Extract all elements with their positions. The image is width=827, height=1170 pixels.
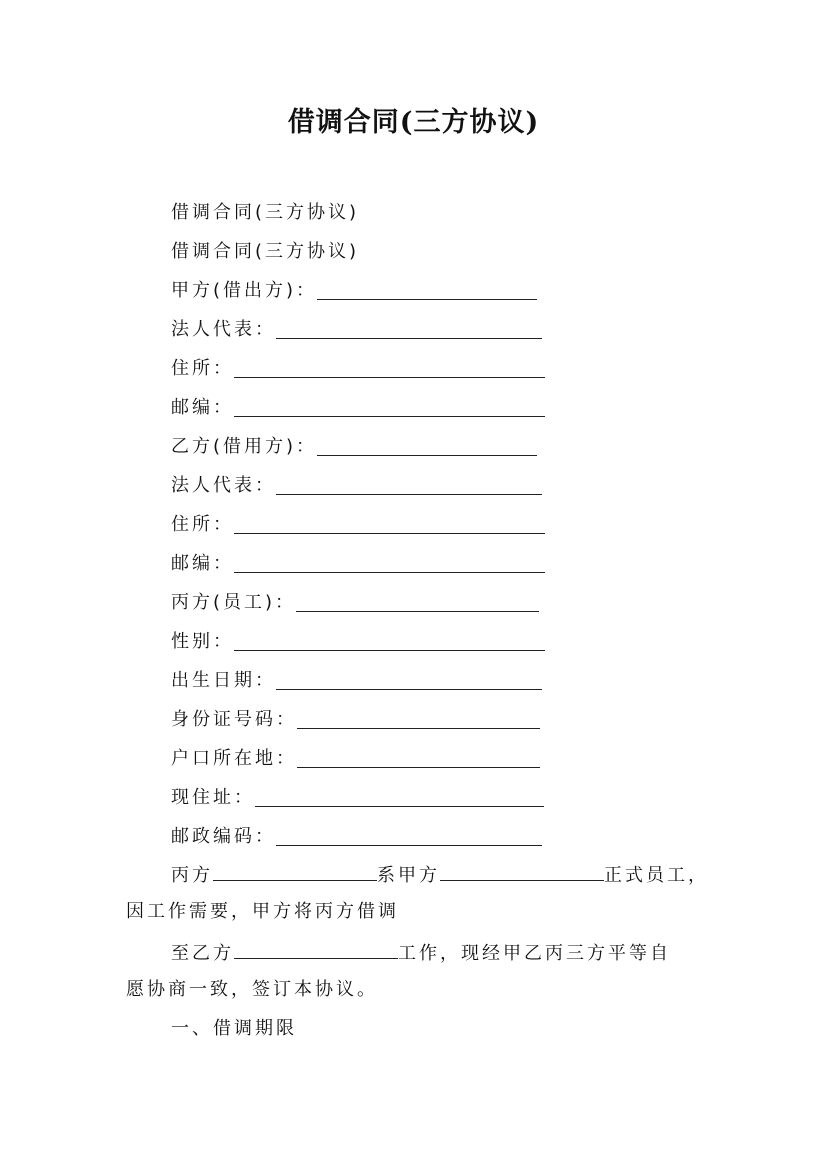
field-legal-rep-b: [171, 467, 542, 497]
paragraph-line: [171, 862, 709, 887]
inline-blank[interactable]: [440, 862, 604, 881]
subtitle-line: [171, 233, 359, 263]
field-label: 住所：: [171, 514, 234, 535]
paragraph-text: 工作，现经甲乙丙三方平等自: [398, 943, 671, 964]
field-blank[interactable]: [234, 632, 545, 651]
paragraph-text: 因工作需要，甲方将丙方借调: [126, 901, 399, 922]
field-label: 乙方(借用方)：: [171, 436, 318, 457]
field-label: 性别：: [171, 631, 234, 652]
field-blank[interactable]: [296, 593, 539, 612]
field-household: [171, 740, 540, 770]
field-label: 身份证号码：: [171, 709, 297, 730]
document-title: 借调合同(三方协议): [287, 107, 540, 138]
paragraph-text: 系甲方: [377, 865, 440, 886]
field-blank[interactable]: [234, 398, 545, 417]
field-label: 现住址：: [171, 787, 255, 808]
field-id-number: [171, 701, 540, 731]
field-blank[interactable]: [276, 671, 542, 690]
field-label: 邮编：: [171, 397, 234, 418]
field-label: 住所：: [171, 358, 234, 379]
field-blank[interactable]: [255, 788, 544, 807]
field-label: 邮编：: [171, 553, 234, 574]
subtitle-text: 借调合同(三方协议): [171, 241, 360, 262]
field-postcode-b: [171, 545, 545, 575]
field-address-a: [171, 350, 545, 380]
field-party-c: [171, 584, 539, 614]
inline-blank[interactable]: [234, 940, 398, 959]
paragraph-text: 丙方: [171, 865, 213, 886]
field-blank[interactable]: [276, 827, 542, 846]
paragraph-line: [171, 940, 671, 965]
paragraph-line: [126, 901, 399, 923]
field-blank[interactable]: [317, 437, 537, 456]
field-label: 法人代表：: [171, 475, 276, 496]
field-label: 邮政编码：: [171, 826, 276, 847]
field-postal-code: [171, 818, 542, 848]
field-address-b: [171, 506, 545, 536]
field-party-a: [171, 272, 537, 302]
field-label: 法人代表：: [171, 319, 276, 340]
field-blank[interactable]: [297, 710, 540, 729]
field-label: 户口所在地：: [171, 748, 297, 769]
field-current-address: [171, 779, 544, 809]
field-blank[interactable]: [276, 320, 542, 339]
field-blank[interactable]: [234, 554, 545, 573]
paragraph-text: 正式员工，: [604, 865, 709, 886]
subtitle-text: 借调合同(三方协议): [171, 202, 360, 223]
field-blank[interactable]: [234, 359, 545, 378]
field-blank[interactable]: [317, 281, 537, 300]
field-blank[interactable]: [234, 515, 545, 534]
field-blank[interactable]: [297, 749, 540, 768]
section-heading-text: 一、借调期限: [171, 1018, 297, 1039]
section-heading: [171, 1018, 297, 1040]
paragraph-text: 至乙方: [171, 943, 234, 964]
subtitle-line: [171, 194, 359, 224]
field-gender: [171, 623, 545, 653]
paragraph-text: 愿协商一致，签订本协议。: [126, 979, 378, 1000]
field-birthdate: [171, 662, 542, 692]
field-label: 出生日期：: [171, 670, 276, 691]
field-blank[interactable]: [276, 476, 542, 495]
field-postcode-a: [171, 389, 545, 419]
field-party-b: [171, 428, 537, 458]
field-legal-rep-a: [171, 311, 542, 341]
paragraph-line: [126, 979, 378, 1001]
inline-blank[interactable]: [213, 862, 377, 881]
field-label: 丙方(员工)：: [171, 592, 297, 613]
field-label: 甲方(借出方)：: [171, 280, 318, 301]
